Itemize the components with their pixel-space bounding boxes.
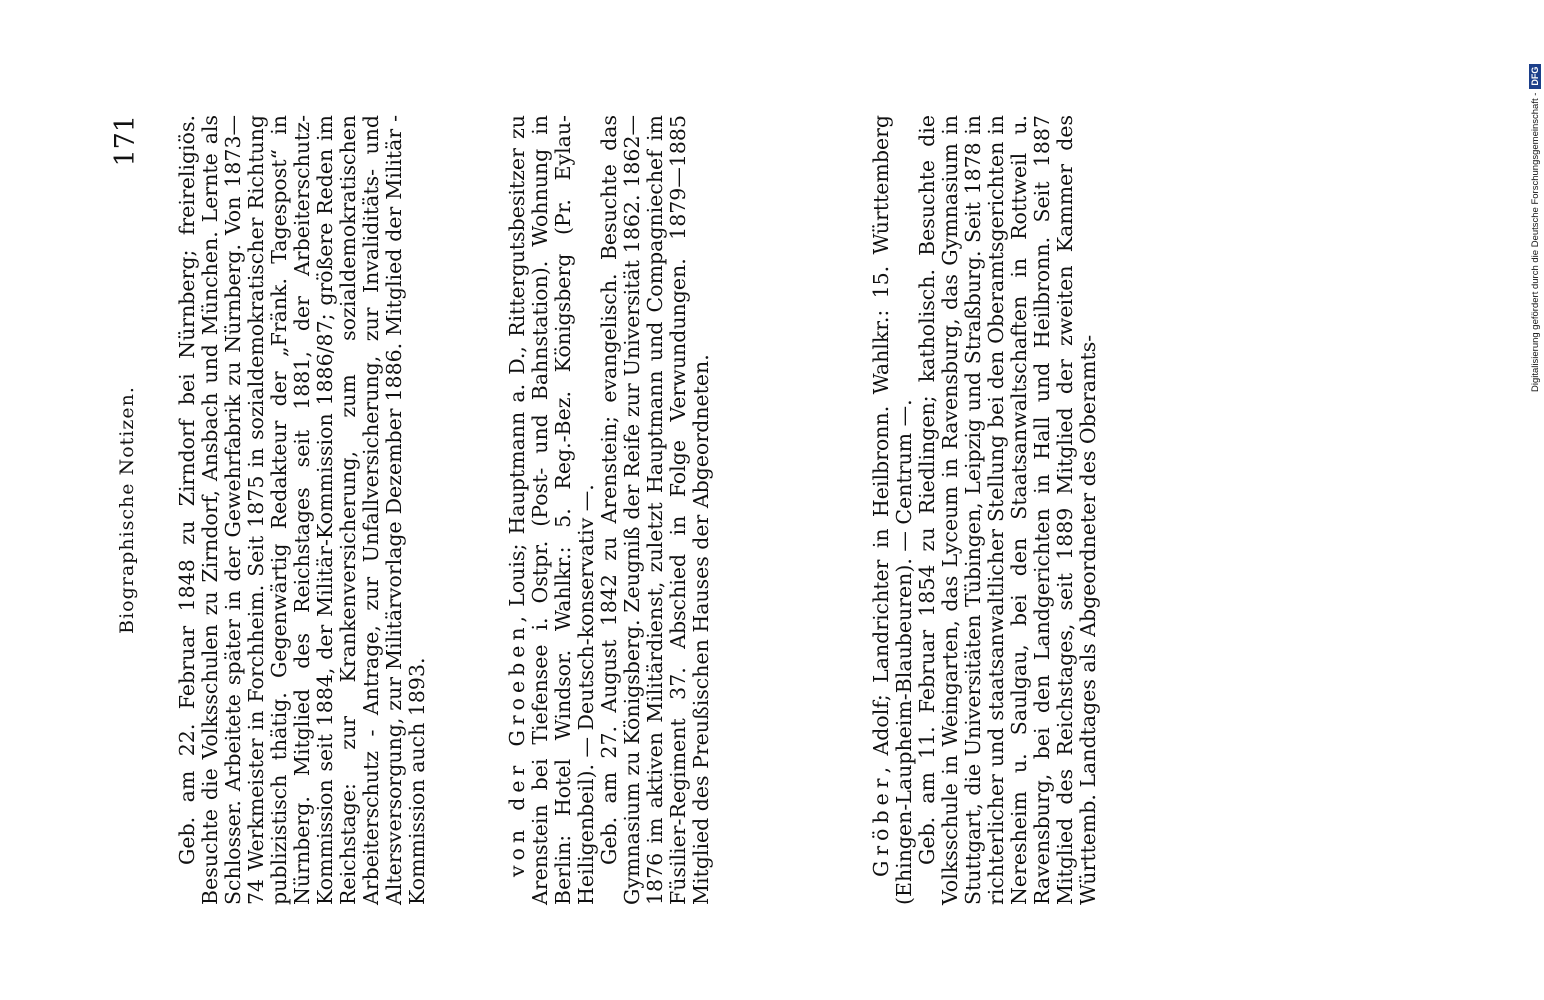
page-number: 171 (110, 115, 141, 167)
credit-text: Digitalisierung gefördert durch die Deutsche Forschungsgemeinschaft - (1529, 92, 1541, 392)
book-page (110, 115, 1390, 905)
digitization-credit (1528, 12, 1542, 392)
entry-heading (506, 115, 598, 905)
member-name: Gröber (869, 773, 893, 877)
entry-heading (870, 115, 916, 905)
member-name: von der Groeben (505, 622, 529, 877)
member-details: , Adolf; Landrichter in Heilbronn. Wahlkr.: 15. Württemberg (Ehingen-Laupheim-Blaubeuren). — Centrum —. (869, 115, 916, 905)
biography-entry-groeben (506, 115, 713, 905)
running-head: Biographische Notizen. (116, 386, 138, 634)
biography-entry-continued (176, 115, 429, 905)
entry-paragraph: Geb. am 22. Februar 1848 zu Zirndorf bei Nürnberg; freireligiös. Besuchte die Volksschulen zu Zirndorf, Ansbach und München. Lernte als Schlosser. Arbeitete später in der Gewehrfabrik zu Nürnberg. Von 1873—74 Werkmeister in Forchheim. Seit 1875 in sozialdemokratischer Richtung publizistisch thätig. Gegenwärtig Redakteur der „Fränk. Tagespost“ in Nürnberg. Mitglied des Reichstages seit 1881, der Arbeiterschutz-Kommission seit 1884, der Militär-Kommission 1886/87; größere Reden im Reichstage: zur Krankenversicherung, zum sozialdemokratischen Arbeiterschutz - Antrage, zur Unfallversicherung, zur Invaliditäts- und Altersversorgung, zur Militärvorlage Dezember 1886. Mitglied der Militär - Kommission auch 1893. (175, 115, 429, 905)
dfg-logo-icon: DFG (1529, 64, 1541, 89)
entry-paragraph: Geb. am 11. Februar 1854 zu Riedlingen; katholisch. Besuchte die Volksschule in Weingarten, das Lyceum in Ravensburg, das Gymnasium in Stuttgart, die Universitäten Tübingen, Leipzig und Straßburg. Seit 1878 in richterlicher und staatsanwaltlicher Stellung bei den Oberamtsgerichten in Neresheim u. Saulgau, bei den Staatsanwaltschaften in Rottweil u. Ravensburg, bei den Landgerichten in Hall und Heilbronn. Seit 1887 Mitglied des Reichstages, seit 1889 Mitglied der zweiten Kammer des Württemb. Landtages als Abgeordneter des Oberamts- (915, 115, 1100, 905)
entry-paragraph: Geb. am 27. August 1842 zu Arenstein; evangelisch. Besuchte das Gymnasium zu Königsberg. Zeugniß der Reife zur Universität 1862. 1862—1876 im aktiven Militärdienst, zuletzt Hauptmann und Compagniechef im Füsilier-Regiment 37. Abschied in Folge Verwundungen. 1879—1885 Mitglied des Preußischen Hauses der Abgeordneten. (597, 115, 713, 905)
member-details: , Louis; Hauptmann a. D., Rittergutsbesitzer zu Arenstein bei Tiefensee i. Ostpr. (Post- und Bahnstation). Wohnung in Berlin: Hotel Windsor. Wahlkr.: 5. Reg.-Bez. Königsberg (Pr. Eylau-Heiligenbeil). — Deutsch-konservativ —. (505, 114, 598, 905)
biography-entry-groeber (870, 115, 1100, 905)
page-header (110, 115, 150, 905)
